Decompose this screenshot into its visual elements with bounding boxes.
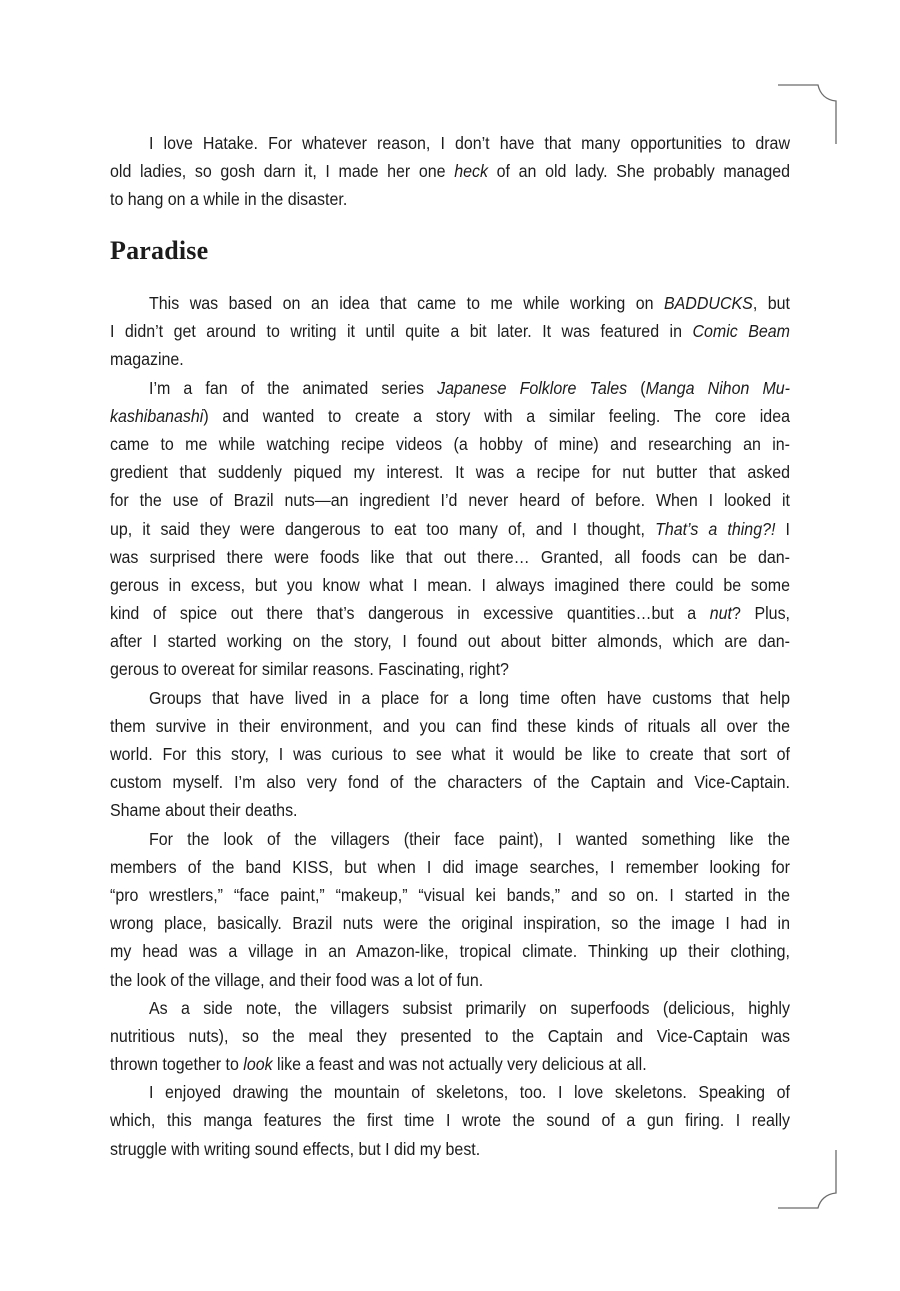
text-line [110,712,790,740]
italic-text: Comic Beam [692,321,791,342]
text-segment: was surprised there were foods like that out there… Granted, all foods can be dan- [110,546,790,567]
italic-text: heck [454,161,489,182]
text-segment: struggle with writing sound effects, but I did my best. [110,1138,481,1159]
text-line [110,157,790,185]
text-line [110,937,790,965]
text-line [110,881,790,909]
text-line [110,345,790,373]
italic-text: That’s a thing?! [655,518,776,539]
text-segment: after I started working on the story, I found out about bitter almonds, which are dan- [110,631,790,652]
text-segment: This was based on an idea that came to me while working on [149,293,664,313]
paragraph [110,374,790,684]
text-line [110,825,790,853]
text-line [110,1050,790,1078]
text-segment: world. For this story, I was curious to see what it would be like to create that sort of [110,744,790,764]
text-line [110,430,790,458]
text-segment: came to me while watching recipe videos (a hobby of mine) and researching an in- [110,433,790,454]
text-line [110,599,790,627]
paragraph [110,684,790,825]
text-line [110,684,790,712]
text-segment: “pro wrestlers,” “face paint,” “makeup,” “visual kei bands,” and so on. I started in the [110,884,790,905]
text-segment: I’m a fan of the animated series [149,377,438,398]
text-line [110,129,790,157]
text-segment: them survive in their environment, and you can find these kinds of rituals all over the [110,715,790,736]
text-segment: gerous to overeat for similar reasons. Fascinating, right? [110,659,509,680]
paragraph [110,994,790,1079]
text-segment: I [775,518,790,539]
text-segment: I didn’t get around to writing it until quite a bit later. It was featured in [110,321,693,342]
italic-text: BADDUCKS [663,293,753,313]
text-line [110,1135,790,1163]
text-line [110,185,790,213]
text-segment: of an old lady. She probably managed [488,161,791,182]
text-line [110,966,790,994]
text-line [110,994,790,1022]
text-line [110,655,790,683]
text-line [110,1106,790,1134]
text-segment: kind of spice out there that’s dangerous in excessive quantities…but a [110,603,710,624]
italic-text: kashibanashi [110,405,204,426]
text-line [110,317,790,345]
text-segment: old ladies, so gosh darn it, I made her one [110,161,455,182]
text-segment: Shame about their deaths. [110,800,298,821]
text-segment: wrong place, basically. Brazil nuts were the original inspiration, so the image I had in [110,913,790,934]
text-line [110,1022,790,1050]
text-line [110,486,790,514]
text-line [110,768,790,796]
text-line [110,627,790,655]
text-line [110,515,790,543]
text-segment: like a feast and was not actually very delicious at all. [272,1054,647,1075]
italic-text: Japanese Folklore Tales [437,377,628,398]
text-line [110,571,790,599]
text-segment: the look of the village, and their food was a lot of fun. [110,969,484,990]
text-segment: which, this manga features the first time I wrote the sound of a gun firing. I really [110,1110,790,1131]
text-segment: to hang on a while in the disaster. [110,189,348,210]
text-line [110,289,790,317]
italic-text: nut [709,603,732,624]
text-line [110,796,790,824]
paragraph [110,289,790,374]
text-segment: custom myself. I’m also very fond of the characters of the Captain and Vice-Captain. [110,772,790,793]
paragraph [110,129,790,214]
text-segment: my head was a village in an Amazon-like, tropical climate. Thinking up their clothing, [110,941,790,962]
text-segment: Groups that have lived in a place for a long time often have customs that help [149,687,790,708]
text-line [110,374,790,402]
intro-paragraph [110,129,790,214]
text-line [110,543,790,571]
text-segment: members of the band KISS, but when I did image searches, I remember looking for [110,856,790,877]
section-body [110,289,790,1163]
text-segment: ) and wanted to create a story with a similar feeling. The core idea [203,405,790,426]
text-segment: ( [627,377,646,398]
text-segment: As a side note, the villagers subsist primarily on superfoods (delicious, highly [149,997,790,1018]
section-heading: Paradise [110,236,209,265]
italic-text: Manga Nihon Mu- [645,377,791,398]
text-line [110,740,790,768]
text-line [110,402,790,430]
text-segment: ? Plus, [731,603,791,624]
text-segment: magazine. [110,349,184,370]
text-line [110,458,790,486]
paragraph [110,1078,790,1163]
text-line [110,853,790,881]
paragraph [110,825,790,994]
text-segment: thrown together to [110,1054,244,1075]
text-segment: gredient that suddenly piqued my interest. It was a recipe for nut butter that asked [110,462,790,483]
text-segment: for the use of Brazil nuts—an ingredient I’d never heard of before. When I looked it [110,490,790,511]
text-line [110,909,790,937]
text-segment: up, it said they were dangerous to eat too many of, and I thought, [110,518,656,539]
italic-text: look [243,1054,273,1075]
text-line [110,1078,790,1106]
text-segment: I love Hatake. For whatever reason, I don’t have that many opportunities to draw [149,133,790,153]
text-segment: , but [752,293,790,313]
text-segment: gerous in excess, but you know what I mean. I always imagined there could be some [110,574,790,595]
text-segment: For the look of the villagers (their face paint), I wanted something like the [149,828,790,849]
text-segment: I enjoyed drawing the mountain of skeletons, too. I love skeletons. Speaking of [149,1082,790,1103]
text-segment: nutritious nuts), so the meal they presented to the Captain and Vice-Captain was [110,1025,790,1046]
